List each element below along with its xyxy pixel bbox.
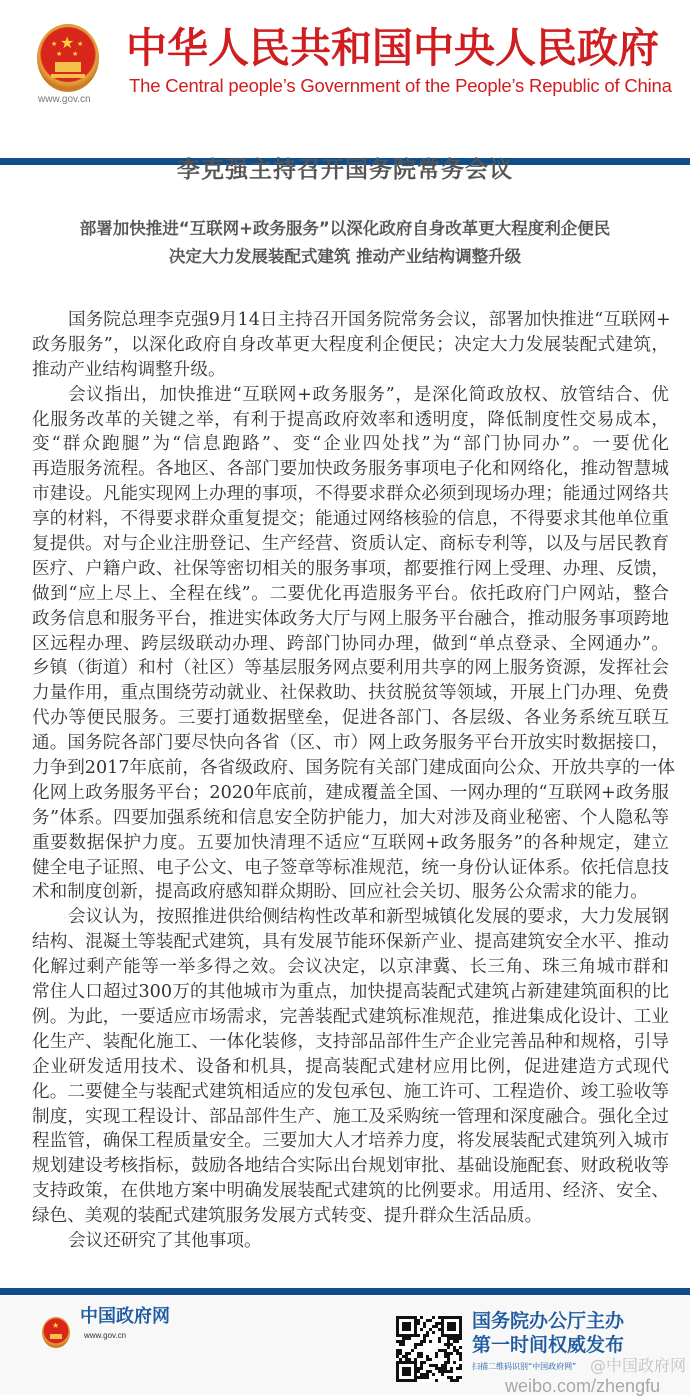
paragraph-line: 规划建设考核指标，鼓励各地结合实际出台规划审批、基础设施配套、财政税收等 [32,1156,669,1177]
article-subtitle: 决定大力发展装配式建筑 推动产业结构调整升级 [168,247,522,266]
paragraph-line: 程监管，确保工程质量安全。三要加大人才培养力度，将发展装配式建筑列入城市 [32,1131,669,1152]
paragraph-line: 再造服务流程。各地区、各部门要加快政务服务事项电子化和网络化，推动智慧城 [32,459,669,480]
paragraph-line: 区远程办理、跨层级联动办理、跨部门协同办理，做到“单点登录、全网通办”。 [32,633,669,654]
footer-site-name[interactable]: 中国政府网 [80,1306,170,1327]
scan-hint: 扫描二维码识别“中国政府网” [472,1362,577,1371]
paragraph-line: 通。国务院各部门要尽快向各省（区、市）网上政务服务平台开放实时数据接口， [32,733,669,754]
paragraph-line: 政务服务”，以深化政府自身改革更大程度利企便民；决定大力发展装配式建筑， [32,334,669,355]
paragraph-line: 健全电子证照、电子公文、电子签章等标准规范，统一身份认证体系。依托信息技 [32,857,669,878]
paragraph-line: 享的材料，不得要求群众重复提交；能通过网络核验的信息，不得要求其他单位重 [32,509,669,530]
paragraph-line: 重要数据保护力度。五要加快清理不适应“互联网+政务服务”的各种规定，建立 [32,832,669,853]
national-emblem-icon: ★ [42,1317,70,1348]
footer-url[interactable]: www.gov.cn [84,1331,127,1340]
paragraph-line: 会议还研究了其他事项。 [68,1230,262,1251]
paragraph-line: 化服务改革的关键之举，有利于提高政府效率和透明度，降低制度性交易成本， [32,409,669,430]
article-subtitle: 部署加快推进“互联网+政务服务”以深化政府自身改革更大程度利企便民 [79,219,611,238]
paragraph-line: 例。为此，一要适应市场需求，完善装配式建筑标准规范，推进集成化设计、工业 [32,1006,669,1027]
paragraph-line: 绿色、美观的装配式建筑服务发展方式转变、提升群众生活品质。 [32,1206,543,1227]
paragraph-line: 支持政策，在供地方案中明确发展装配式建筑的比例要求。用适用、经济、安全、 [32,1181,669,1202]
footer-slogan: 第一时间权威发布 [472,1334,625,1356]
watermark-handle: @中国政府网 [590,1356,687,1375]
paragraph-line: 力量作用，重点围绕劳动就业、社保救助、扶贫脱贫等领域，开展上门办理、免费 [32,683,669,704]
article-title: 李克强主持召开国务院常务会议 [177,157,513,183]
paragraph-line: 务”体系。四要加强系统和信息安全防护能力，加大对涉及商业秘密、个人隐私等 [32,807,669,828]
paragraph-line: 推动产业结构调整升级。 [32,359,226,380]
qr-module [459,1379,462,1382]
paragraph-line: 术和制度创新，提高政府感知群众期盼、回应社会关切、服务公众需求的能力。 [32,882,648,903]
site-title-cn: 中华人民共和国中央人民政府 [126,24,659,72]
paragraph-line: 会议指出，加快推进“互联网+政务服务”，是深化简政放权、放管结合、优 [68,384,669,405]
paragraph-line: 化解过剩产能等一举多得之效。会议决定，以京津冀、长三角、珠三角城市群和 [32,957,669,978]
paragraph-line: 做到“应上尽上、全程在线”。二要优化再造服务平台。依托政府门户网站，整合 [32,583,669,604]
paragraph-line: 力争到2017年底前，各省级政府、国务院有关部门建成面向公众、开放共享的一体 [32,758,675,779]
site-url[interactable]: www.gov.cn [38,94,91,105]
paragraph-line: 复提供。对与企业注册登记、生产经营、资质认定、商标专利等，以及与居民教育 [32,534,669,555]
paragraph-line: 国务院总理李克强9月14日主持召开国务院常务会议，部署加快推进“互联网+ [68,310,671,330]
paragraph-line: 化。二要健全与装配式建筑相适应的发包承包、施工许可、工程造价、竣工验收等 [32,1081,669,1102]
national-emblem-icon: ★ ★ ★ ★ ★ [37,24,99,92]
site-title-en: The Central people’s Government of the People’s Republic of China [129,75,672,96]
paragraph-line: 结构、混凝土等装配式建筑，具有发展节能环保新产业、提高建筑安全水平、推动 [32,932,669,953]
paragraph-line: 市建设。凡能实现网上办理的事项，不得要求群众必须到现场办理；能通过网络共 [32,484,669,505]
paragraph-line: 代办等便民服务。三要打通数据壁垒，促进各部门、各层级、各业务系统互联互 [32,708,669,729]
paragraph-line: 化网上政务服务平台；2020年底前，建成覆盖全国、一网办理的“互联网+政务服 [32,782,669,803]
footer-divider [0,1288,690,1295]
footer-slogan: 国务院办公厅主办 [472,1310,625,1332]
paragraph-line: 化生产、装配化施工、一体化装修，支持部品部件生产企业完善品种和规格，引导 [32,1031,669,1052]
paragraph-line: 变“群众跑腿”为“信息跑路”、变“企业四处找”为“部门协同办”。一要优化 [32,434,669,455]
article-body [32,308,675,1254]
paragraph-line: 政务信息和服务平台，推进实体政务大厅与网上服务平台融合，推动服务事项跨地 [32,608,669,629]
paragraph-line: 乡镇（街道）和村（社区）等基层服务网点要利用共享的网上服务资源，发挥社会 [32,658,669,679]
paragraph-line: 常住人口超过300万的其他城市为重点，加快提高装配式建筑占新建建筑面积的比 [32,982,669,1003]
paragraph-line: 会议认为，按照推进供给侧结构性改革和新型城镇化发展的要求，大力发展钢 [68,907,669,928]
watermark-url: weibo.com/zhengfu [505,1376,661,1396]
paragraph-line: 企业研发适用技术、设备和机具，提高装配式建材应用比例，促进建造方式现代 [32,1056,669,1077]
paragraph-line: 医疗、户籍户政、社保等密切相关的服务事项，都要推行网上受理、办理、反馈， [32,558,669,579]
qr-code[interactable] [396,1316,462,1382]
paragraph-line: 制度，实现工程设计、部品部件生产、施工及采购统一管理和深度融合。强化全过 [32,1106,669,1127]
